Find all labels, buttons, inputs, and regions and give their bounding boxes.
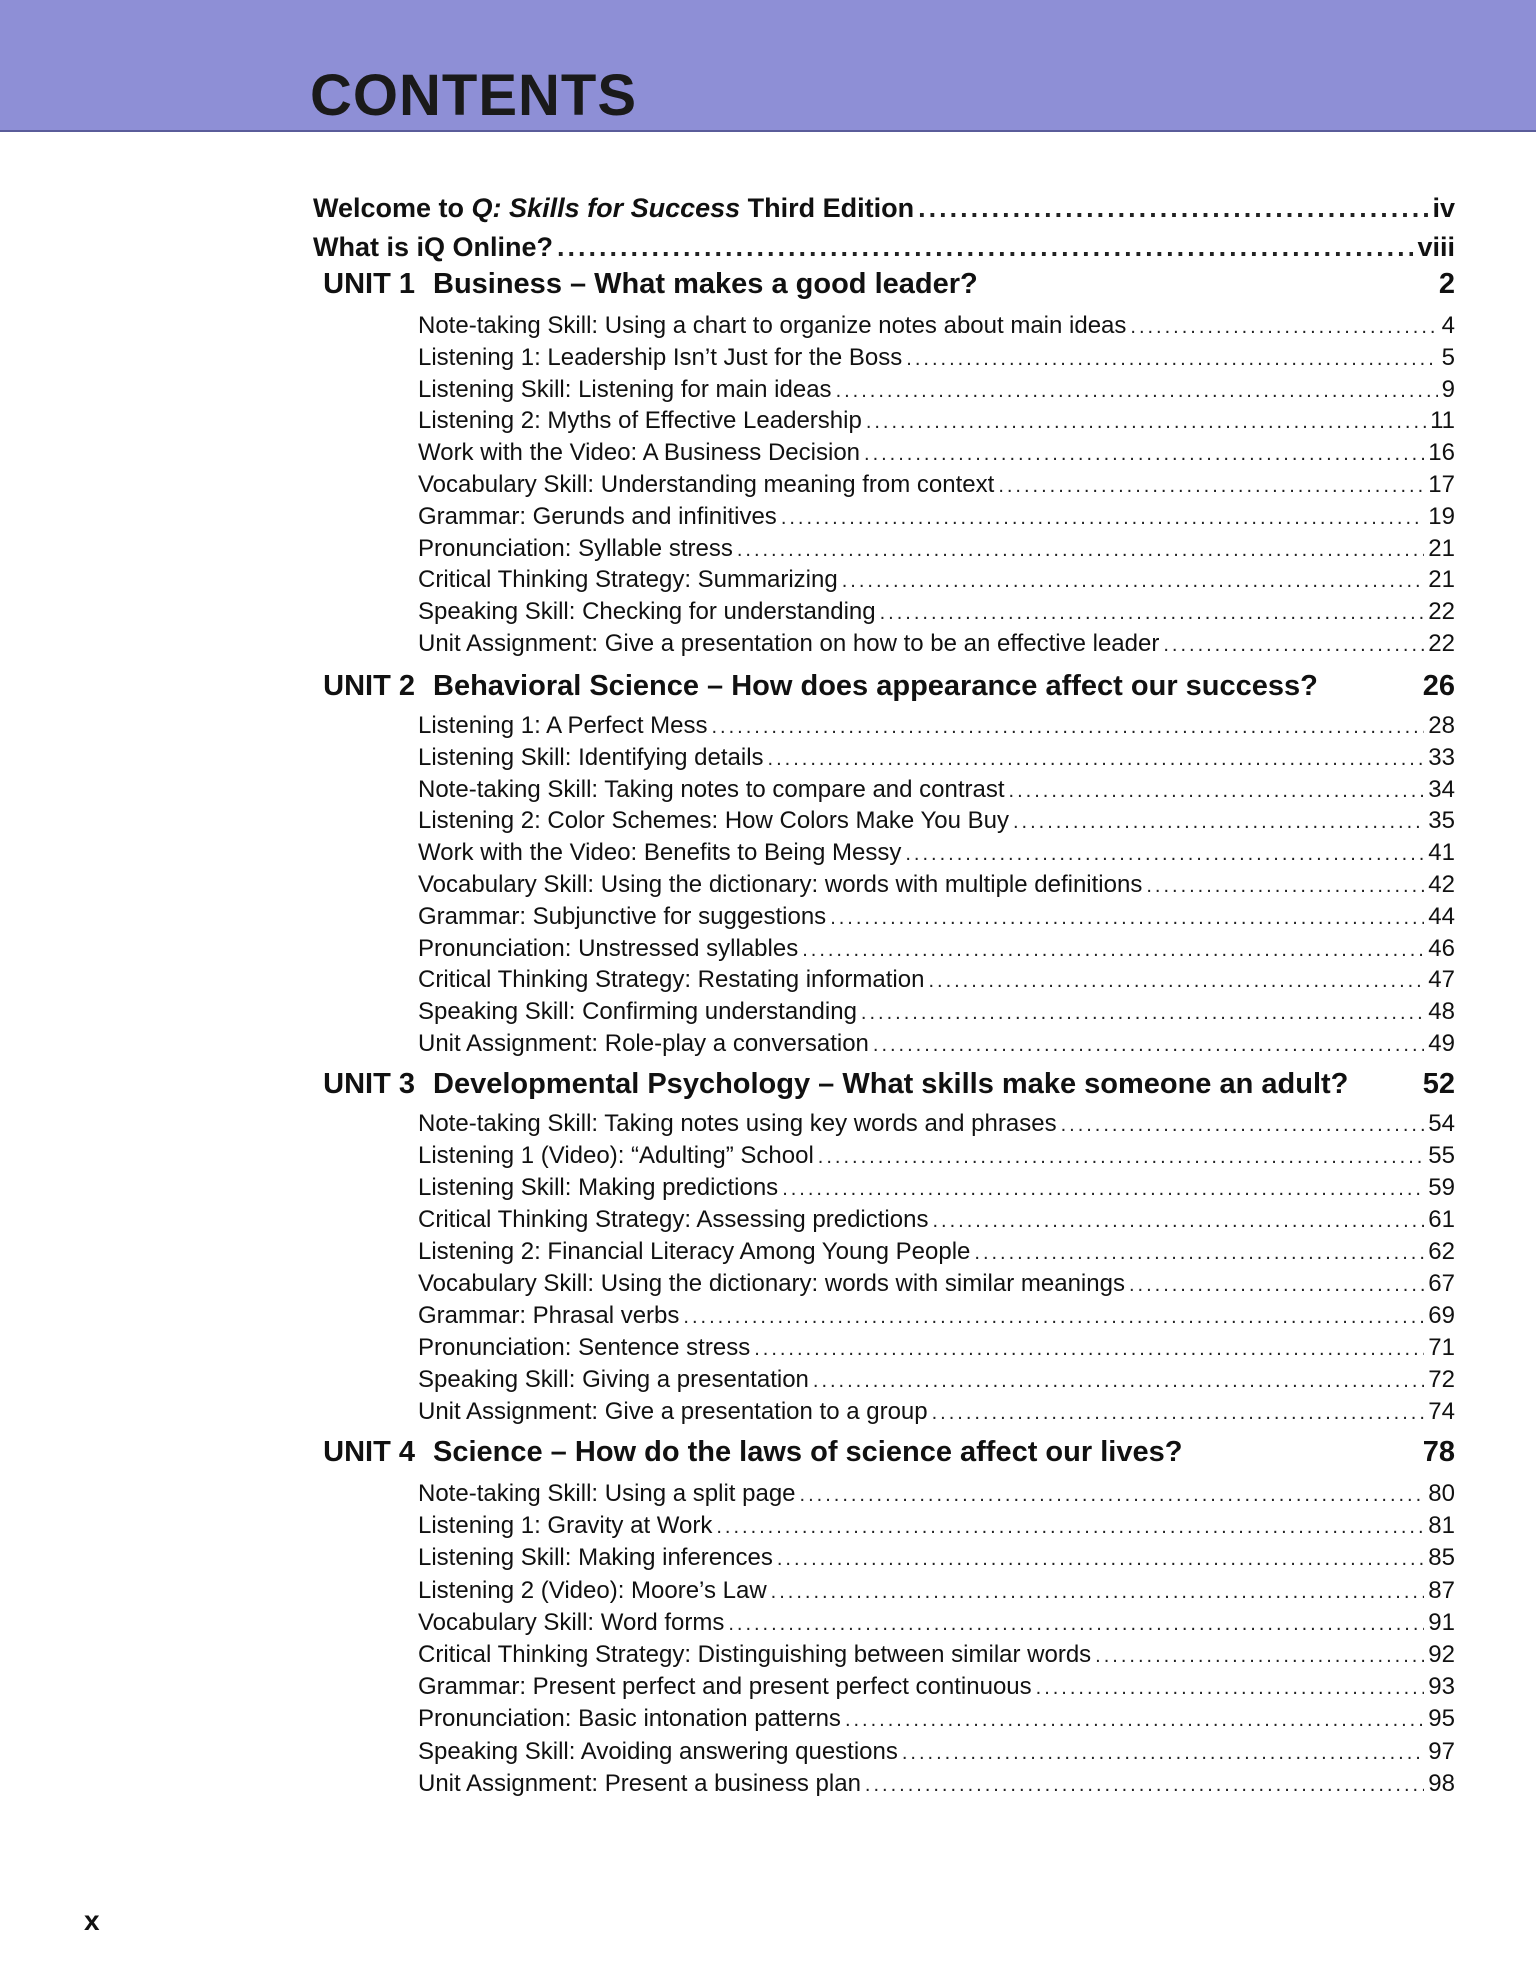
toc-item[interactable] [418, 1770, 1455, 1798]
toc-page-number: 22 [1428, 630, 1455, 657]
toc-page-number: 41 [1428, 839, 1455, 866]
toc-page-number: 69 [1428, 1302, 1455, 1329]
toc-page-number: 5 [1441, 344, 1455, 371]
toc-item-label: Listening 1: Leadership Isn’t Just for the Boss [418, 344, 903, 371]
toc-item-label: Unit Assignment: Give a presentation to a group [418, 1398, 928, 1425]
toc-item-label: Note-taking Skill: Using a split page [418, 1480, 796, 1507]
dot-leader [557, 232, 1413, 263]
toc-item[interactable] [418, 903, 1455, 931]
toc-page-number: 28 [1428, 712, 1455, 739]
dot-leader [1061, 1114, 1425, 1137]
toc-item[interactable] [418, 376, 1455, 404]
toc-item-label: Listening 2: Color Schemes: How Colors Make You Buy [418, 807, 1009, 834]
toc-unit-1-heading[interactable] [300, 268, 1455, 301]
toc-page-number: 46 [1428, 935, 1455, 962]
unit-number: UNIT 4 [323, 1436, 415, 1468]
toc-page-number: 62 [1428, 1238, 1455, 1265]
toc-item-label: Listening 1: Gravity at Work [418, 1512, 713, 1539]
dot-leader [771, 1581, 1425, 1604]
toc-item-label: Grammar: Present perfect and present perfect continuous [418, 1673, 1032, 1700]
toc-item-label: Listening 2: Financial Literacy Among Young People [418, 1238, 971, 1265]
toc-item[interactable] [418, 566, 1455, 594]
toc-item[interactable] [418, 776, 1455, 804]
toc-page-number: 33 [1428, 744, 1455, 771]
dot-leader [683, 1306, 1424, 1329]
dot-leader [864, 443, 1424, 466]
dot-leader [998, 475, 1424, 498]
toc-page-number: 98 [1428, 1770, 1455, 1797]
toc-item-label: Vocabulary Skill: Using the dictionary: words with similar meanings [418, 1270, 1125, 1297]
toc-item-label: Unit Assignment: Role-play a conversation [418, 1030, 869, 1057]
toc-page-number: 16 [1428, 439, 1455, 466]
dot-leader [880, 602, 1425, 625]
toc-page-number: 61 [1428, 1206, 1455, 1233]
toc-item[interactable] [418, 1238, 1455, 1266]
toc-page-number: 22 [1428, 598, 1455, 625]
toc-item-label: Grammar: Gerunds and infinitives [418, 503, 777, 530]
toc-item-label: Unit Assignment: Present a business plan [418, 1770, 861, 1797]
toc-page-number: 47 [1428, 966, 1455, 993]
toc-item[interactable] [418, 1480, 1455, 1508]
toc-item-label: Critical Thinking Strategy: Assessing predictions [418, 1206, 929, 1233]
toc-page-number: 19 [1428, 503, 1455, 530]
toc-item-label: Unit Assignment: Give a presentation on how to be an effective leader [418, 630, 1160, 657]
toc-item[interactable] [418, 1366, 1455, 1394]
toc-page-number: 80 [1428, 1480, 1455, 1507]
toc-item-label: Critical Thinking Strategy: Summarizing [418, 566, 838, 593]
toc-page-number: 34 [1428, 776, 1455, 803]
toc-item[interactable] [418, 471, 1455, 499]
toc-item-label: Pronunciation: Unstressed syllables [418, 935, 799, 962]
toc-page-number: 92 [1428, 1641, 1455, 1668]
unit-page-number: 26 [1422, 670, 1455, 702]
dot-leader [1013, 811, 1424, 834]
unit-page-number: 2 [1438, 268, 1455, 300]
toc-item[interactable] [418, 1577, 1455, 1605]
dot-leader [777, 1548, 1424, 1571]
dot-leader [737, 539, 1424, 562]
toc-item[interactable] [418, 1398, 1455, 1426]
toc-page-number: 72 [1428, 1366, 1455, 1393]
toc-item[interactable] [418, 1544, 1455, 1572]
toc-item[interactable] [418, 1270, 1455, 1298]
dot-leader [1146, 875, 1424, 898]
toc-item-label: Pronunciation: Sentence stress [418, 1334, 751, 1361]
unit-number: UNIT 3 [323, 1068, 415, 1100]
toc-item[interactable] [418, 312, 1455, 340]
toc-item[interactable] [418, 1334, 1455, 1362]
dot-leader [836, 380, 1438, 403]
toc-item[interactable] [418, 839, 1455, 867]
dot-leader [873, 1034, 1424, 1057]
dot-leader [754, 1338, 1424, 1361]
toc-item-label: Critical Thinking Strategy: Restating information [418, 966, 925, 993]
dot-leader [1036, 1677, 1425, 1700]
dot-leader [932, 1402, 1425, 1425]
toc-item-label: Grammar: Phrasal verbs [418, 1302, 680, 1329]
toc-item[interactable] [418, 344, 1455, 372]
unit-title: Science – How do the laws of science affect our lives? [433, 1436, 1183, 1468]
unit-number: UNIT 1 [323, 268, 415, 300]
toc-item[interactable] [418, 1206, 1455, 1234]
page-title: CONTENTS [310, 63, 637, 128]
toc-item-label: Work with the Video: A Business Decision [418, 439, 861, 466]
toc-item[interactable] [418, 1030, 1455, 1058]
toc-front-label: Welcome to Q: Skills for Success Third Edition [313, 193, 915, 223]
toc-unit-2-heading[interactable] [300, 670, 1455, 703]
toc-page-number: 87 [1428, 1577, 1455, 1604]
toc-item[interactable] [418, 935, 1455, 963]
toc-item[interactable] [418, 535, 1455, 563]
unit-title: Behavioral Science – How does appearance affect our success? [433, 670, 1318, 702]
dot-leader [813, 1370, 1424, 1393]
dot-leader [905, 843, 1424, 866]
toc-item[interactable] [418, 630, 1455, 658]
toc-page-number: 97 [1428, 1738, 1455, 1765]
dot-leader [845, 1709, 1424, 1732]
toc-unit-4-heading[interactable] [300, 1436, 1455, 1469]
folio-page-number: x [84, 1905, 100, 1936]
toc-item-label: Speaking Skill: Confirming understanding [418, 998, 857, 1025]
toc-item-label: Speaking Skill: Giving a presentation [418, 1366, 809, 1393]
toc-page-number: 4 [1441, 312, 1455, 339]
toc-item-label: Listening Skill: Making predictions [418, 1174, 779, 1201]
unit-number: UNIT 2 [323, 670, 415, 702]
toc-item-label: Vocabulary Skill: Using the dictionary: words with multiple definitions [418, 871, 1143, 898]
toc-page-number: 74 [1428, 1398, 1455, 1425]
toc-item[interactable] [418, 1302, 1455, 1330]
dot-leader [902, 1742, 1424, 1765]
toc-front-iq-online[interactable] [313, 232, 1455, 263]
dot-leader [906, 348, 1437, 371]
toc-unit-3-heading[interactable] [300, 1068, 1455, 1101]
unit-title: Developmental Psychology – What skills make someone an adult? [433, 1068, 1349, 1100]
toc-item[interactable] [418, 998, 1455, 1026]
dot-leader [918, 193, 1428, 224]
toc-item-label: Vocabulary Skill: Word forms [418, 1609, 725, 1636]
toc-item-label: Grammar: Subjunctive for suggestions [418, 903, 827, 930]
dot-leader [830, 907, 1424, 930]
toc-page-number: 93 [1428, 1673, 1455, 1700]
toc-item-label: Note-taking Skill: Using a chart to organize notes about main ideas [418, 312, 1127, 339]
toc-item[interactable] [418, 807, 1455, 835]
toc-item-label: Work with the Video: Benefits to Being Messy [418, 839, 902, 866]
dot-leader [781, 507, 1424, 530]
dot-leader [800, 1484, 1425, 1507]
dot-leader [802, 939, 1424, 962]
toc-item-label: Listening 1 (Video): “Adulting” School [418, 1142, 814, 1169]
toc-page-number: 59 [1428, 1174, 1455, 1201]
toc-page-number: 54 [1428, 1110, 1455, 1137]
toc-page-number: 35 [1428, 807, 1455, 834]
toc-page-number: viii [1417, 232, 1455, 262]
toc-item[interactable] [418, 871, 1455, 899]
dot-leader [818, 1146, 1425, 1169]
toc-page-number: 71 [1428, 1334, 1455, 1361]
toc-item-label: Listening 2 (Video): Moore’s Law [418, 1577, 767, 1604]
dot-leader [716, 1516, 1424, 1539]
toc-page-number: 9 [1441, 376, 1455, 403]
toc-page-number: 91 [1428, 1609, 1455, 1636]
dot-leader [728, 1613, 1424, 1636]
toc-item-label: Speaking Skill: Checking for understanding [418, 598, 876, 625]
dot-leader [768, 748, 1425, 771]
toc-front-welcome[interactable] [313, 193, 1455, 224]
dot-leader [865, 1774, 1424, 1797]
dot-leader [842, 570, 1425, 593]
toc-item[interactable] [418, 1174, 1455, 1202]
toc-item[interactable] [418, 1110, 1455, 1138]
dot-leader [861, 1002, 1424, 1025]
toc-page-number: iv [1432, 193, 1455, 223]
dot-leader [928, 970, 1424, 993]
toc-item[interactable] [418, 1641, 1455, 1669]
toc-item-label: Listening 1: A Perfect Mess [418, 712, 708, 739]
toc-item[interactable] [418, 1512, 1455, 1540]
toc-item[interactable] [418, 1738, 1455, 1766]
toc-item[interactable] [418, 1609, 1455, 1637]
toc-page-number: 17 [1428, 471, 1455, 498]
toc-item[interactable] [418, 439, 1455, 467]
unit-title: Business – What makes a good leader? [433, 268, 978, 300]
toc-item-label: Critical Thinking Strategy: Distinguishing between similar words [418, 1641, 1092, 1668]
toc-page-number: 85 [1428, 1544, 1455, 1571]
toc-page-number: 48 [1428, 998, 1455, 1025]
dot-leader [712, 716, 1425, 739]
toc-page-number: 67 [1428, 1270, 1455, 1297]
toc-item-label: Note-taking Skill: Taking notes to compare and contrast [418, 776, 1005, 803]
toc-item[interactable] [418, 407, 1455, 435]
toc-page-number: 44 [1428, 903, 1455, 930]
toc-item[interactable] [418, 712, 1455, 740]
toc-item-label: Listening 2: Myths of Effective Leadership [418, 407, 862, 434]
unit-page-number: 78 [1422, 1436, 1455, 1468]
toc-page-number: 42 [1428, 871, 1455, 898]
toc-page-number: 49 [1428, 1030, 1455, 1057]
unit-page-number: 52 [1422, 1068, 1455, 1100]
toc-item-label: Note-taking Skill: Taking notes using key words and phrases [418, 1110, 1057, 1137]
dot-leader [1129, 1274, 1424, 1297]
toc-item[interactable] [418, 744, 1455, 772]
dot-leader [1009, 780, 1425, 803]
toc-item-label: Pronunciation: Basic intonation patterns [418, 1705, 841, 1732]
toc-item-label: Pronunciation: Syllable stress [418, 535, 733, 562]
dot-leader [974, 1242, 1424, 1265]
toc-item[interactable] [418, 503, 1455, 531]
toc-item[interactable] [418, 1673, 1455, 1701]
toc-page-number: 81 [1428, 1512, 1455, 1539]
toc-page-number: 11 [1430, 407, 1455, 434]
toc-item-label: Speaking Skill: Avoiding answering questions [418, 1738, 898, 1765]
toc-item-label: Listening Skill: Making inferences [418, 1544, 773, 1571]
dot-leader [1095, 1645, 1424, 1668]
dot-leader [782, 1178, 1424, 1201]
toc-item[interactable] [418, 1142, 1455, 1170]
toc-item[interactable] [418, 966, 1455, 994]
toc-page-number: 21 [1428, 566, 1455, 593]
toc-page-number: 95 [1428, 1705, 1455, 1732]
dot-leader [1130, 316, 1437, 339]
dot-leader [932, 1210, 1424, 1233]
toc-front-label: What is iQ Online? [313, 232, 554, 262]
dot-leader [866, 411, 1426, 434]
toc-page-number: 21 [1428, 535, 1455, 562]
toc-item-label: Listening Skill: Identifying details [418, 744, 764, 771]
dot-leader [1163, 634, 1424, 657]
toc-page-number: 55 [1428, 1142, 1455, 1169]
toc-item[interactable] [418, 598, 1455, 626]
toc-item[interactable] [418, 1705, 1455, 1733]
toc-item-label: Listening Skill: Listening for main ideas [418, 376, 832, 403]
header-band [0, 0, 1536, 132]
toc-item-label: Vocabulary Skill: Understanding meaning from context [418, 471, 995, 498]
